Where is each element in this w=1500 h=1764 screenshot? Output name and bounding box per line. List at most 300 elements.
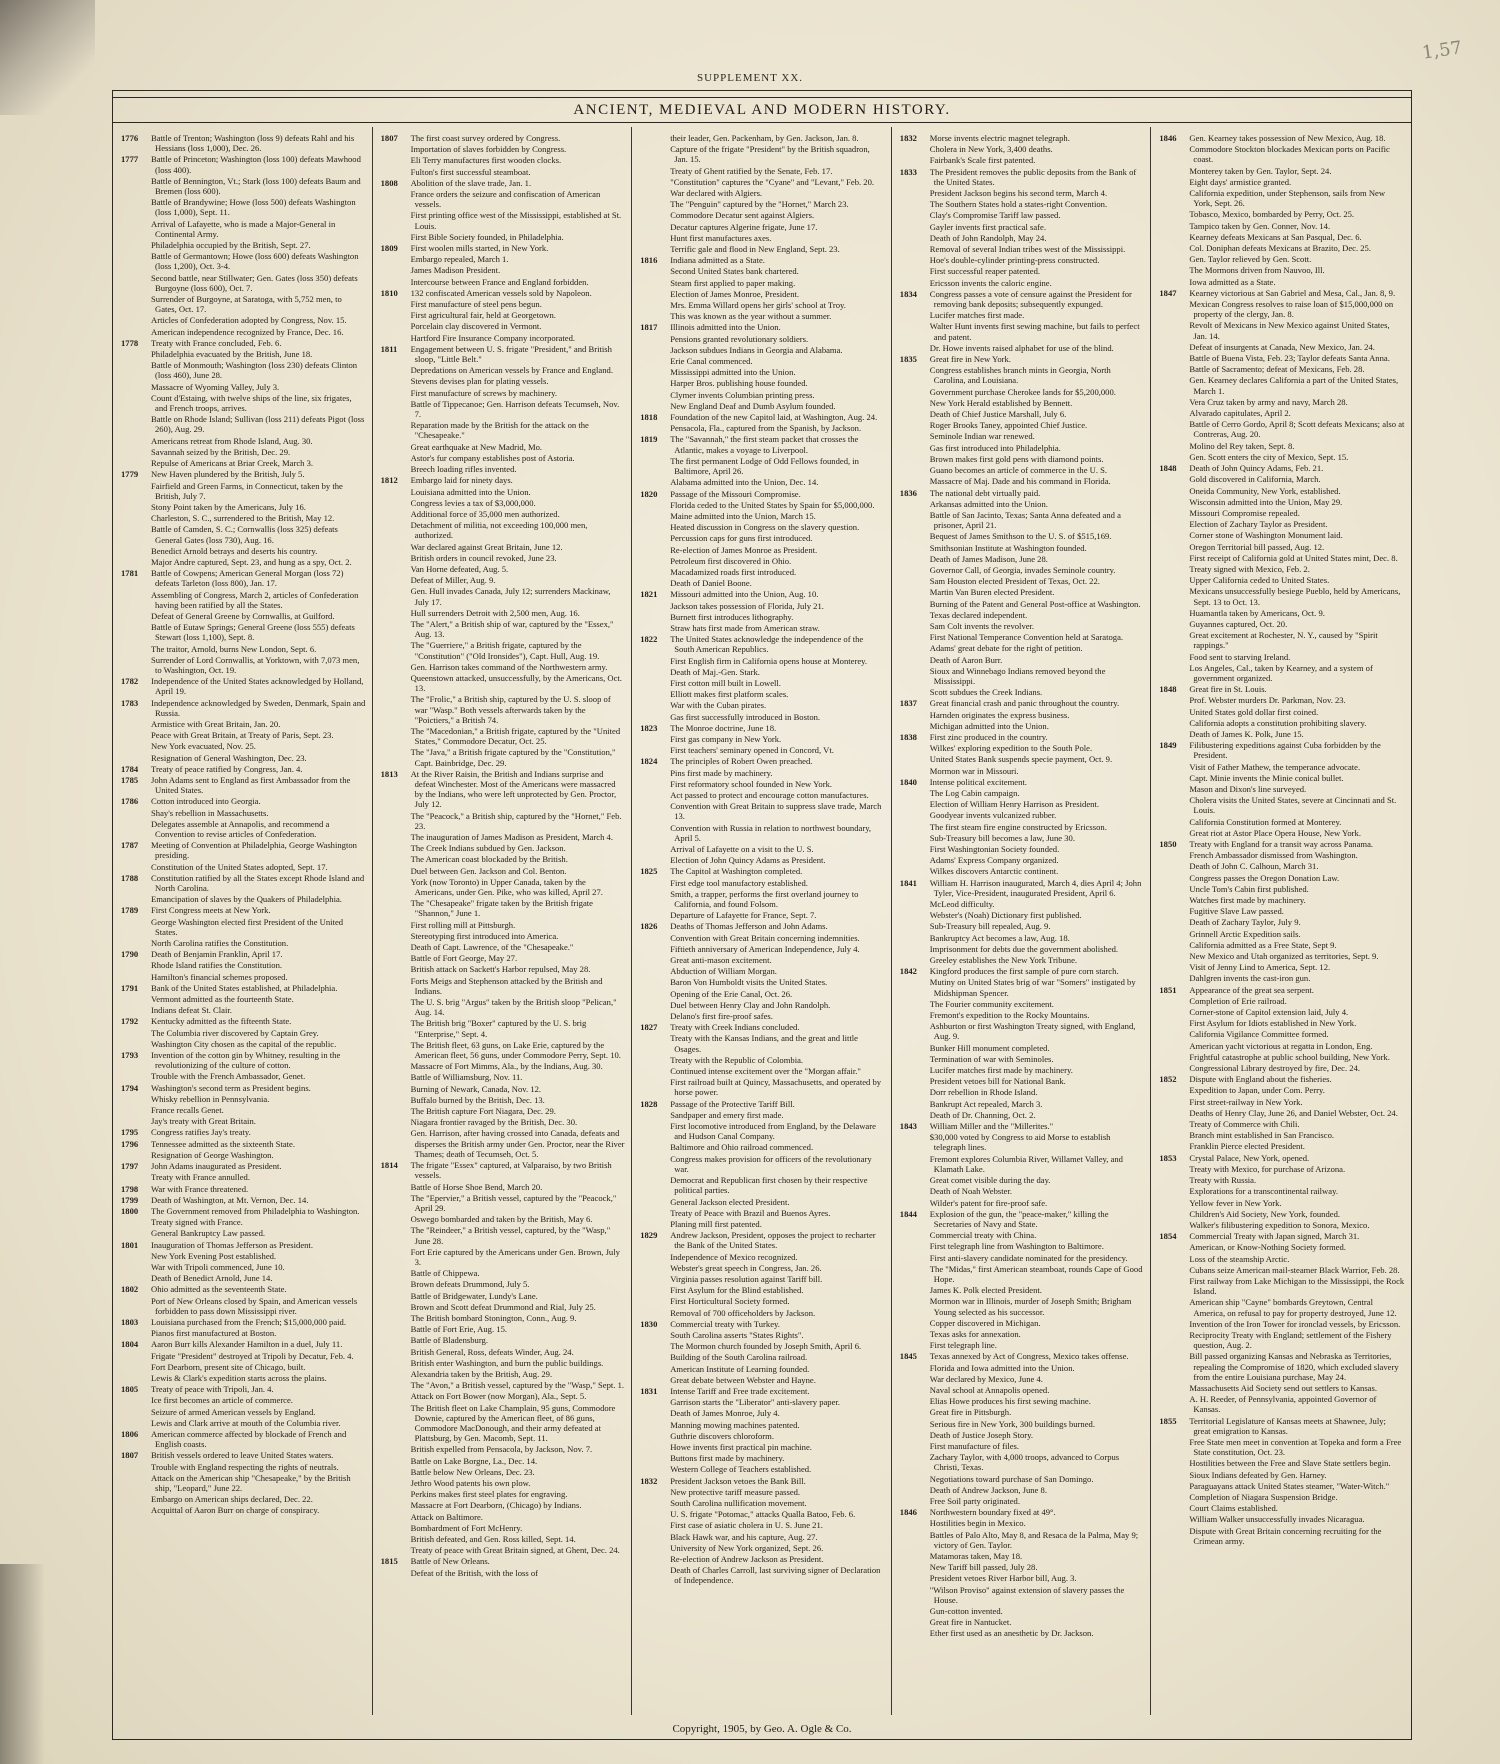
entry-text: Opening of the Erie Canal, Oct. 26. [670, 988, 793, 999]
entry-text: Convention with Great Britain to suppress slave trade, March 13. [670, 801, 882, 822]
entry-text: British attack on Sackett's Harbor repulsed, May 28. [410, 964, 591, 975]
entry-year [1159, 1351, 1187, 1382]
entry-year [1159, 1007, 1187, 1017]
entry-year [900, 1010, 928, 1020]
timeline-entry [381, 1324, 626, 1334]
entry-year [900, 1551, 928, 1561]
timeline-entry [121, 1339, 366, 1349]
timeline-entry [1159, 784, 1405, 794]
timeline-entry [640, 1420, 885, 1430]
entry-text: Battle on Lake Borgne, La., Dec. 14. [410, 1455, 538, 1466]
timeline-entry [1159, 497, 1405, 507]
timeline-entry [1159, 232, 1405, 242]
timeline-entry [640, 233, 885, 243]
timeline-entry [121, 524, 366, 544]
entry-text: British vessels ordered to leave United States waters. [151, 1450, 334, 1461]
entry-year [381, 726, 409, 746]
timeline-entry [121, 1296, 366, 1316]
entry-text: William H. Harrison inaugurated, March 4, dies April 4; John Tyler, Vice-President, inaugurated President, April 6. [929, 877, 1142, 898]
entry-text: Los Angeles, Cal., taken by Kearney, and a system of government organized. [1189, 662, 1373, 683]
timeline-entry [640, 188, 885, 198]
entry-year [640, 1375, 668, 1385]
entry-year [121, 436, 149, 446]
timeline-entry [1159, 1119, 1405, 1129]
entry-year [121, 862, 149, 872]
timeline-entry [900, 810, 1145, 820]
timeline-entry [121, 414, 366, 434]
entry-year [1159, 906, 1187, 916]
timeline-entry [640, 489, 885, 499]
entry-text: First telegraph line. [929, 1340, 997, 1351]
entry-year: 1846 [1159, 133, 1177, 143]
timeline-entry [900, 289, 1145, 309]
entry-text: Monterey taken by Gen. Taylor, Sept. 24. [1189, 165, 1332, 176]
entry-year [900, 1110, 928, 1120]
entry-text: Battle of Cowpens; American General Morgan (loss 72) defeats Tarleton (loss 800), Jan. 17. [151, 568, 344, 589]
entry-text: First zinc produced in the country. [929, 731, 1048, 742]
entry-text: Armistice with Great Britain, Jan. 20. [151, 718, 281, 729]
timeline-entry [381, 1568, 626, 1578]
timeline-entry [900, 1186, 1145, 1196]
entry-text: Duel between Henry Clay and John Randolph. [670, 999, 831, 1010]
timeline-entry [900, 1474, 1145, 1484]
entry-text: Gun-cotton invented. [929, 1606, 1003, 1617]
timeline-entry [381, 232, 626, 242]
timeline-entry [1159, 177, 1405, 187]
entry-text: Pianos first manufactured at Boston. [151, 1328, 277, 1339]
entry-year [900, 454, 928, 464]
timeline-entry [1159, 553, 1405, 563]
entry-text: Inauguration of Thomas Jefferson as President. [151, 1239, 313, 1250]
timeline-entry [1159, 740, 1405, 760]
entry-text: Prof. Webster murders Dr. Parkman, Nov. 23. [1189, 695, 1346, 706]
timeline-entry [381, 976, 626, 996]
entry-text: Sioux and Winnebago Indians removed beyond the Mississippi. [929, 665, 1106, 686]
entry-text: Buttons first made by machinery. [670, 1453, 785, 1464]
entry-year [640, 1121, 668, 1141]
entry-text: Explosion of the gun, the "peace-maker," killing the Secretaries of Navy and State. [929, 1208, 1109, 1229]
entry-text: Fairfield and Green Farms, in Connecticut, taken by the British, July 7. [151, 480, 343, 501]
entry-text: The Southern States hold a states-right Convention. [929, 199, 1108, 210]
entry-text: The principles of Robert Owen preached. [670, 756, 813, 767]
entry-year [121, 994, 149, 1004]
timeline-entry [1159, 1018, 1405, 1028]
entry-year [900, 476, 928, 486]
entry-year [900, 1518, 928, 1528]
entry-text: Adams' great debate for the right of petition. [929, 643, 1083, 654]
timeline-entry [640, 378, 885, 388]
entry-text: The "Chesapeake" frigate taken by the British frigate "Shannon," June 1. [410, 898, 593, 919]
entry-year [121, 481, 149, 501]
entry-year [640, 1252, 668, 1262]
entry-year [121, 273, 149, 293]
entry-text: Bank of the United States established, at Philadelphia. [151, 982, 338, 993]
entry-text: First Horticultural Society formed. [670, 1296, 790, 1307]
entry-text: Molino del Rey taken, Sept. 8. [1189, 440, 1295, 451]
timeline-entry [381, 509, 626, 519]
entry-year: 1832 [899, 133, 917, 143]
entry-year: 1812 [380, 475, 398, 486]
timeline-entry [121, 1083, 366, 1093]
entry-year [121, 1105, 149, 1115]
timeline-entry [900, 1087, 1145, 1097]
entry-text: President vetoes bill for National Bank. [929, 1076, 1066, 1087]
timeline-entry [1159, 277, 1405, 287]
entry-text: Ice first becomes an article of commerce. [151, 1395, 293, 1406]
entry-year [381, 144, 409, 154]
entry-year [381, 321, 409, 331]
timeline-entry [381, 1444, 626, 1454]
entry-year [640, 878, 668, 888]
timeline-entry [121, 1473, 366, 1493]
entry-year [1159, 663, 1187, 683]
timeline-entry [640, 1431, 885, 1441]
entry-year: 1793 [121, 1050, 139, 1061]
entry-text: Tennessee admitted as the sixteenth State. [151, 1138, 296, 1149]
entry-text: Second battle, near Stillwater; Gen. Gates (loss 350) defeats Burgoyne (loss 600), Oct. 7. [151, 272, 358, 293]
entry-year [640, 1033, 668, 1053]
entry-year: 1791 [121, 982, 139, 993]
entry-text: Grinnell Arctic Expedition sails. [1189, 928, 1301, 939]
entry-text: Great fire in Pittsburgh. [929, 1407, 1012, 1418]
entry-text: Cotton introduced into Georgia. [151, 796, 261, 807]
entry-year: 1810 [380, 287, 398, 298]
timeline-entry [381, 1214, 626, 1224]
entry-text: The Fourier community excitement. [929, 998, 1054, 1009]
timeline-entry [1159, 630, 1405, 650]
entry-year: 1833 [899, 166, 917, 177]
entry-year [900, 1132, 928, 1152]
timeline-entry [900, 643, 1145, 653]
entry-year [381, 1467, 409, 1477]
entry-text: Re-election of James Monroe as President. [670, 544, 818, 555]
entry-text: Erie Canal commenced. [670, 356, 753, 367]
entry-year [900, 155, 928, 165]
entry-text: Gen. Scott enters the city of Mexico, Sept. 15. [1189, 451, 1349, 462]
entry-text: Louisiana purchased from the French; $15,000,000 paid. [151, 1316, 346, 1327]
entry-year [381, 1391, 409, 1401]
entry-year [381, 376, 409, 386]
timeline-entry [900, 1452, 1145, 1472]
entry-year [381, 265, 409, 275]
supplement-header: SUPPLEMENT XX. [696, 72, 804, 84]
entry-year: 1855 [1159, 1415, 1177, 1426]
entry-year [1159, 575, 1187, 585]
entry-text: William Walker unsuccessfully invades Nicaragua. [1189, 1514, 1365, 1525]
timeline-entry [121, 251, 366, 271]
entry-year [121, 546, 149, 556]
timeline-entry [121, 349, 366, 359]
entry-year [1159, 1119, 1187, 1129]
entry-year [900, 766, 928, 776]
entry-year [900, 1296, 928, 1316]
entry-year [640, 656, 668, 666]
entry-text: Smith, a trapper, performs the first overland journey to California, and found Folsom. [670, 888, 859, 910]
timeline-entry [900, 1617, 1145, 1627]
timeline-entry [121, 219, 366, 239]
entry-year [900, 1562, 928, 1572]
entry-year [1159, 1458, 1187, 1468]
entry-text: Rhode Island ratifies the Constitution. [151, 960, 283, 971]
timeline-entry [121, 273, 366, 293]
entry-year [121, 327, 149, 337]
timeline-entry [381, 586, 626, 606]
entry-year [900, 1585, 928, 1605]
entry-text: The British bombard Stonington, Conn., Aug. 9. [410, 1312, 577, 1323]
entry-year [121, 414, 149, 434]
entry-year [900, 1374, 928, 1384]
entry-year [900, 266, 928, 276]
entry-year [640, 1453, 668, 1463]
timeline-columns [113, 127, 1411, 1715]
entry-year [640, 977, 668, 987]
entry-text: Death of Benjamin Franklin, April 17. [151, 949, 283, 960]
entry-year [900, 743, 928, 753]
entry-text: Governor Call, of Georgia, invades Seminole country. [929, 564, 1116, 575]
timeline-entry [381, 254, 626, 264]
worn-edge [0, 1564, 45, 1764]
timeline-entry [381, 288, 626, 298]
entry-text: First rolling mill at Pittsburgh. [410, 919, 516, 930]
entry-text: Death of Maj.-Gen. Stark. [670, 666, 760, 677]
timeline-entry [900, 1010, 1145, 1020]
timeline-entry [640, 1476, 885, 1486]
entry-year [121, 557, 149, 567]
timeline-entry [1159, 795, 1405, 815]
entry-year: 1841 [899, 877, 917, 888]
entry-year [1159, 542, 1187, 552]
entry-text: California adopts a constitution prohibiting slavery. [1189, 717, 1367, 728]
entry-text: Hamilton's financial schemes proposed. [151, 971, 288, 982]
entry-text: Democrat and Republican first chosen by their respective political parties. [670, 1175, 868, 1196]
history-column [632, 127, 892, 1715]
timeline-entry [900, 621, 1145, 631]
timeline-entry [640, 1565, 885, 1585]
timeline-entry [640, 623, 885, 633]
timeline-entry [640, 578, 885, 588]
entry-year [1159, 973, 1187, 983]
timeline-entry [121, 775, 366, 795]
entry-year [121, 644, 149, 654]
entry-text: Decatur captures Algerine frigate, June 17. [670, 221, 818, 232]
entry-year [900, 833, 928, 843]
entry-text: Free Soil party originated. [929, 1495, 1020, 1506]
entry-text: Convention with Great Britain concerning indemnities. [670, 932, 860, 943]
entry-text: Intense Tariff and Free trade excitement. [670, 1385, 810, 1396]
timeline-entry [1159, 1085, 1405, 1095]
entry-text: American ship "Cayne" bombards Greytown, Central America, on refusal to pay for property destroyed, June 12. [1189, 1297, 1397, 1318]
entry-year [381, 464, 409, 474]
timeline-entry [900, 565, 1145, 575]
entry-text: First railway from Lake Michigan to the Mississippi, the Rock Island. [1189, 1275, 1405, 1297]
entry-year [640, 166, 668, 176]
entry-text: Kentucky admitted as the fifteenth State. [151, 1016, 292, 1027]
timeline-entry [1159, 452, 1405, 462]
entry-text: Dispute with England about the fisheries. [1189, 1074, 1332, 1085]
timeline-entry [900, 632, 1145, 642]
entry-text: President Jackson begins his second term, March 4. [929, 188, 1108, 199]
entry-year [121, 524, 149, 544]
entry-year [1159, 1097, 1187, 1107]
timeline-entry [1159, 564, 1405, 574]
entry-text: Arkansas admitted into the Union. [929, 498, 1048, 509]
entry-year [121, 1494, 149, 1504]
timeline-entry [900, 476, 1145, 486]
entry-text: Dispute with Great Britain concerning recruiting for the Crimean army. [1189, 1525, 1382, 1546]
timeline-entry [1159, 1186, 1405, 1196]
entry-year [900, 1452, 928, 1472]
entry-text: Children's Aid Society, New York, founded. [1189, 1208, 1341, 1219]
page-title: ANCIENT, MEDIEVAL AND MODERN HISTORY. [113, 97, 1411, 123]
entry-text: Treaty with Creek Indians concluded. [670, 1022, 800, 1033]
entry-text: Col. Doniphan defeats Mexicans at Brazito, Dec. 25. [1189, 243, 1371, 254]
timeline-entry [900, 833, 1145, 843]
timeline-entry [900, 1296, 1145, 1316]
entry-text: Mutiny on United States brig of war "Somers" instigated by Midshipman Spencer. [929, 977, 1136, 998]
entry-text: France orders the seizure and confiscation of American vessels. [410, 189, 601, 210]
entry-year [900, 1175, 928, 1185]
entry-year [640, 1219, 668, 1229]
entry-year [1159, 530, 1187, 540]
entry-text: First anti-slavery candidate nominated for the presidency. [929, 1252, 1128, 1263]
entry-year [900, 510, 928, 530]
timeline-entry [381, 1160, 626, 1180]
entry-text: The Creek Indians subdued by Gen. Jackson. [410, 843, 566, 854]
entry-year [1159, 1492, 1187, 1502]
entry-year [121, 502, 149, 512]
entry-text: British orders in council revoked, June 23. [410, 552, 557, 563]
timeline-entry [640, 1397, 885, 1407]
entry-year [381, 854, 409, 864]
entry-year [900, 844, 928, 854]
entry-year [1159, 166, 1187, 176]
timeline-entry [900, 1385, 1145, 1395]
timeline-entry [381, 694, 626, 725]
timeline-entry [1159, 1153, 1405, 1163]
timeline-entry [1159, 1394, 1405, 1414]
entry-year: 1842 [899, 966, 917, 977]
entry-text: Battle of Bennington, Vt.; Stark (loss 100) defeats Baum and Bremen (loss 600). [151, 175, 361, 197]
entry-year [121, 655, 149, 675]
entry-year [381, 1302, 409, 1312]
entry-year: 1838 [899, 731, 917, 742]
timeline-entry [381, 333, 626, 343]
timeline-entry [121, 1373, 366, 1383]
entry-text: Ericsson invents the caloric engine. [929, 277, 1052, 288]
timeline-entry [381, 1018, 626, 1038]
entry-year [900, 543, 928, 553]
timeline-entry [381, 520, 626, 540]
timeline-entry [121, 1161, 366, 1171]
entry-year [121, 1473, 149, 1493]
entry-text: Battle of Fort George, May 27. [410, 953, 518, 964]
entry-text: Election of John Quincy Adams as President. [670, 855, 826, 866]
entry-year: 1830 [640, 1318, 658, 1329]
timeline-entry [1159, 652, 1405, 662]
timeline-entry [1159, 1265, 1405, 1275]
entry-year [1159, 1297, 1187, 1317]
entry-text: Dr. Howe invents raised alphabet for use of the blind. [929, 342, 1114, 353]
timeline-entry [900, 144, 1145, 154]
history-column [1151, 127, 1411, 1715]
entry-text: "Wilson Proviso" against extension of slavery passes the House. [929, 1584, 1125, 1605]
timeline-entry [640, 1055, 885, 1065]
timeline-entry [121, 1172, 366, 1182]
entry-year: 1819 [640, 434, 658, 445]
entry-year [121, 1071, 149, 1081]
entry-year: 1817 [640, 322, 658, 333]
entry-year: 1799 [121, 1194, 139, 1205]
timeline-entry [900, 966, 1145, 976]
entry-text: Fulton's first successful steamboat. [410, 166, 531, 177]
timeline-entry [640, 1330, 885, 1340]
entry-text: Benedict Arnold betrays and deserts his country. [151, 545, 318, 556]
entry-text: Alvarado capitulates, April 2. [1189, 408, 1291, 419]
entry-year [121, 1407, 149, 1417]
entry-year [640, 966, 668, 976]
entry-year [121, 1116, 149, 1126]
entry-year [900, 1496, 928, 1506]
entry-text: Eli Terry manufactures first wooden clocks. [410, 155, 562, 166]
entry-text: Mason and Dixon's line surveyed. [1189, 783, 1307, 794]
timeline-entry [121, 1005, 366, 1015]
timeline-entry [121, 240, 366, 250]
entry-text: Cubans seize American mail-steamer Black Warrior, Feb. 28. [1189, 1264, 1400, 1275]
entry-year: 1829 [640, 1230, 658, 1241]
entry-text: Massachusetts Aid Society send out settlers to Kansas. [1189, 1382, 1377, 1393]
entry-year [381, 1247, 409, 1267]
entry-year [1159, 1437, 1187, 1457]
entry-year [900, 1087, 928, 1097]
entry-year [640, 1197, 668, 1207]
timeline-entry [381, 564, 626, 574]
entry-text: Continued intense excitement over the "Morgan affair." [670, 1066, 861, 1077]
entry-text: The first permanent Lodge of Odd Fellows founded, in Baltimore, April 26. [670, 455, 859, 477]
entry-year [900, 409, 928, 419]
entry-text: Guyannes captured, Oct. 20. [1189, 618, 1288, 629]
entry-text: Battles of Palo Alto, May 8, and Resaca de la Palma, May 9; victory of Gen. Taylor. [929, 1529, 1139, 1550]
timeline-entry [900, 1407, 1145, 1417]
entry-year [121, 176, 149, 196]
entry-text: First telegraph line from Washington to Baltimore. [929, 1241, 1104, 1252]
entry-year [121, 1150, 149, 1160]
timeline-entry [121, 972, 366, 982]
entry-text: The inauguration of James Madison as President, March 4. [410, 832, 613, 842]
entry-text: First Asylum for Idiots established in New York. [1189, 1018, 1357, 1029]
timeline-entry [121, 1228, 366, 1238]
entry-text: Philadelphia occupied by the British, Sept. 27. [151, 240, 311, 251]
entry-year: 1818 [640, 412, 658, 423]
entry-text: The Log Cabin campaign. [929, 787, 1020, 798]
entry-year [640, 601, 668, 611]
timeline-entry [381, 399, 626, 419]
entry-text: South Carolina asserts "States Rights". [670, 1329, 804, 1340]
entry-text: Baltimore and Ohio railroad commenced. [670, 1142, 814, 1153]
entry-year [640, 1420, 668, 1430]
entry-year [640, 289, 668, 299]
timeline-entry [121, 1273, 366, 1283]
timeline-entry [900, 454, 1145, 464]
timeline-entry [640, 1319, 885, 1329]
timeline-entry [121, 1384, 366, 1394]
timeline-entry [640, 1464, 885, 1474]
timeline-entry [900, 1318, 1145, 1328]
timeline-entry [121, 894, 366, 904]
entry-text: The first coast survey ordered by Congress. [410, 133, 561, 143]
timeline-entry [1159, 133, 1405, 143]
entry-year [1159, 188, 1187, 208]
timeline-entry [1159, 1254, 1405, 1264]
